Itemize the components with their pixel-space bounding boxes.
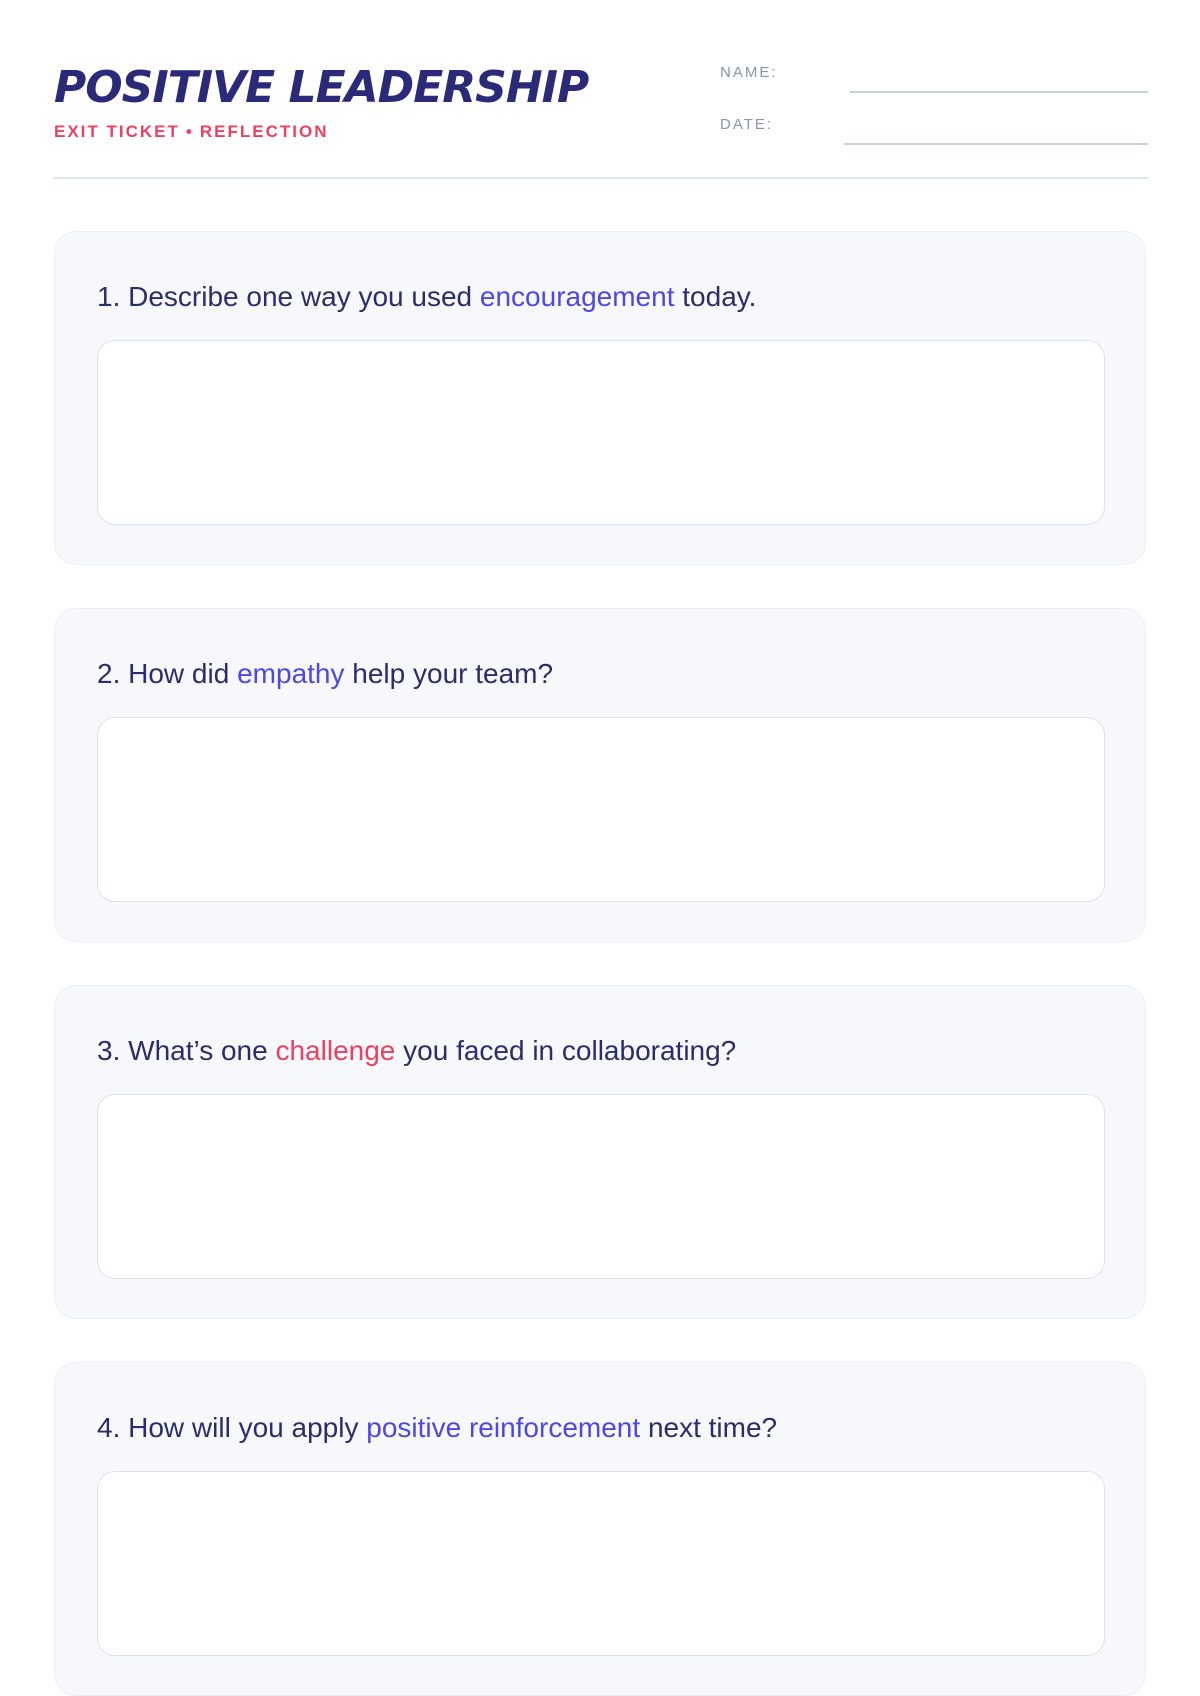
question-4-text (97, 1410, 777, 1446)
subtitle-separator-dot: • (185, 122, 194, 141)
date-label: DATE: (720, 116, 774, 133)
question-card-3 (54, 985, 1146, 1319)
question-1-text (97, 279, 756, 315)
answer-box-2[interactable] (97, 717, 1105, 902)
question-card-2 (54, 608, 1146, 942)
question-number: 1. (97, 281, 121, 312)
question-highlight: empathy (237, 658, 345, 689)
page-title: POSITIVE LEADERSHIP (54, 62, 589, 113)
name-field[interactable] (720, 55, 1148, 95)
question-number: 2. (97, 658, 121, 689)
question-highlight: challenge (275, 1035, 396, 1066)
answer-box-3[interactable] (97, 1094, 1105, 1279)
question-highlight: positive reinforcement (366, 1412, 641, 1443)
question-3-text (97, 1033, 736, 1069)
question-text-after: next time? (647, 1412, 778, 1443)
answer-box-4[interactable] (97, 1471, 1105, 1656)
question-text-before: How did (128, 658, 230, 689)
question-number: 3. (97, 1035, 121, 1066)
worksheet-header (54, 0, 1148, 179)
question-text-after: today. (682, 281, 757, 312)
name-input-line[interactable] (850, 91, 1148, 93)
question-highlight: encouragement (479, 281, 675, 312)
question-text-before: Describe one way you used (128, 281, 473, 312)
name-label: NAME: (720, 64, 778, 81)
date-input-line[interactable] (844, 143, 1148, 145)
subtitle-reflection: REFLECTION (199, 122, 329, 141)
question-number: 4. (97, 1412, 121, 1443)
page-subtitle (54, 122, 328, 142)
date-field[interactable] (720, 107, 1148, 147)
question-card-4 (54, 1362, 1146, 1696)
question-card-1 (54, 231, 1146, 565)
question-text-after: you faced in collaborating? (403, 1035, 737, 1066)
question-text-before: How will you apply (128, 1412, 359, 1443)
answer-box-1[interactable] (97, 340, 1105, 525)
question-2-text (97, 656, 553, 692)
question-text-before: What’s one (128, 1035, 268, 1066)
subtitle-exit-ticket: EXIT TICKET (54, 122, 180, 141)
question-text-after: help your team? (352, 658, 554, 689)
